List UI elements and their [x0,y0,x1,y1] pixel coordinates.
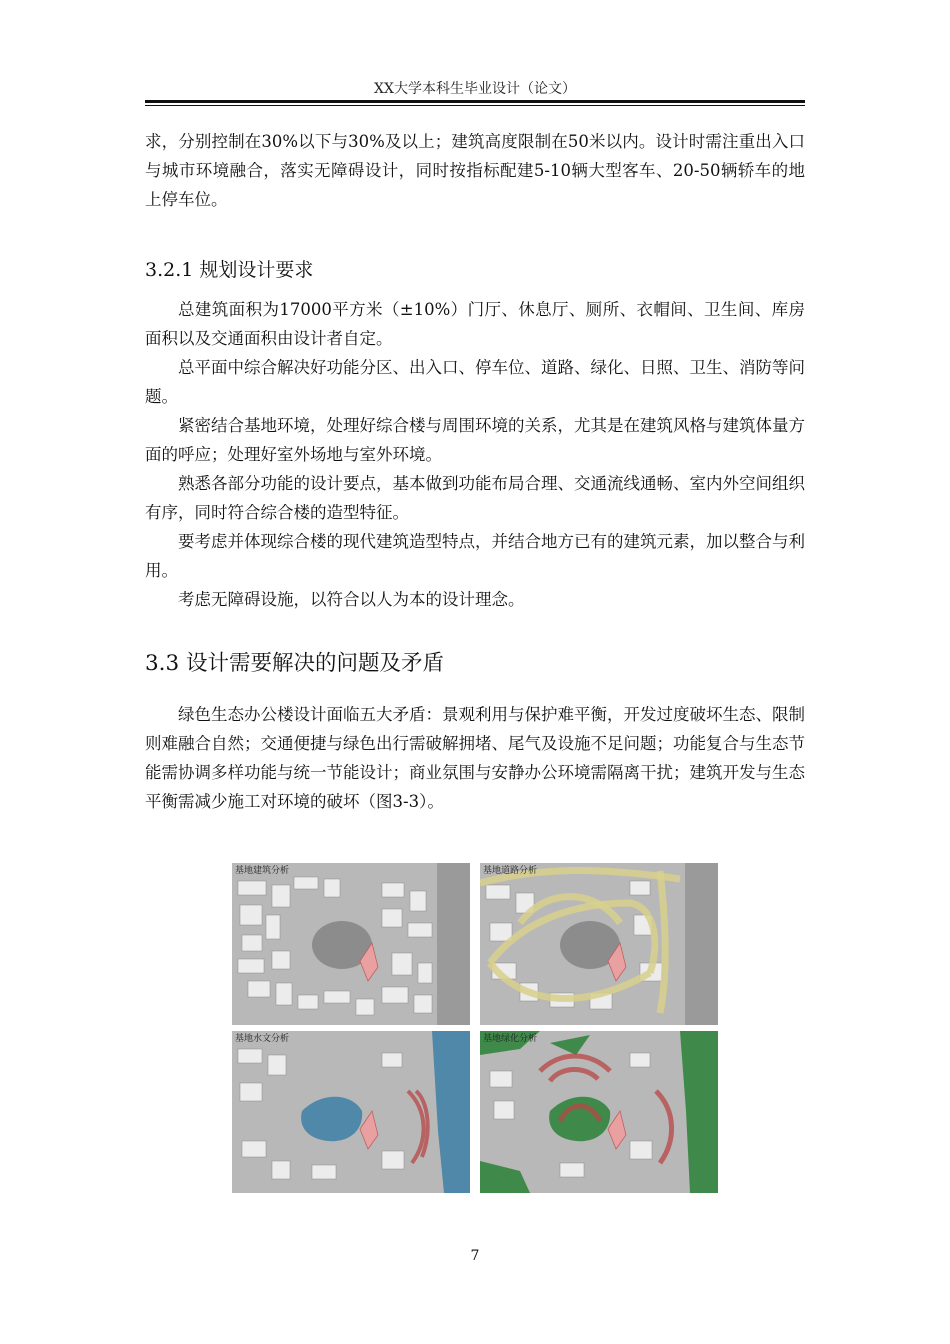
section-321-body [145,295,805,614]
figure-site-analysis [232,863,718,1193]
paragraph: 要考虑并体现综合楼的现代建筑造型特点，并结合地方已有的建筑元素，加以整合与利用。 [145,532,805,580]
panel-label: 基地建筑分析 [235,866,290,876]
panel-label: 基地绿化分析 [483,1034,538,1044]
header-rule-thin [145,105,805,106]
intro-paragraph: 求，分别控制在30%以下与30%及以上；建筑高度限制在50米以内。设计时需注重出入口与城市环境融合，落实无障碍设计，同时按指标配建5-10辆大型客车、20-50辆轿车的地上停车位。 [145,132,805,209]
map-building-image [232,863,470,1025]
page-header: XX大学本科生毕业设计（论文） [374,81,576,97]
section-heading-33: 3.3 设计需要解决的问题及矛盾 [145,651,445,676]
panel-building-analysis [232,863,470,1025]
paragraph: 总建筑面积为17000平方米（±10%）门厅、休息厅、厕所、衣帽间、卫生间、库房面积以及交通面积由设计者自定。 [145,300,805,348]
paragraph: 熟悉各部分功能的设计要点，基本做到功能布局合理、交通流线通畅、室内外空间组织有序，同时符合综合楼的造型特征。 [145,474,805,522]
page-number: 7 [470,1248,480,1264]
paragraph: 总平面中综合解决好功能分区、出入口、停车位、道路、绿化、日照、卫生、消防等问题。 [145,358,805,406]
section-heading-321: 3.2.1 规划设计要求 [145,259,314,281]
paragraph: 考虑无障碍设施，以符合以人为本的设计理念。 [178,590,525,609]
paragraph: 紧密结合基地环境，处理好综合楼与周围环境的关系，尤其是在建筑风格与建筑体量方面的呼应；处理好室外场地与室外环境。 [145,416,805,464]
panel-water-analysis [232,1031,470,1193]
panel-road-analysis [480,863,718,1025]
section-33-body [145,700,805,816]
paragraph: 绿色生态办公楼设计面临五大矛盾：景观利用与保护难平衡，开发过度破坏生态、限制则难融合自然；交通便捷与绿色出行需破解拥堵、尾气及设施不足问题；功能复合与生态节能需协调多样功能与统一节能设计；商业氛围与安静办公环境需隔离干扰；建筑开发与生态平衡需减少施工对环境的破坏（图3-3）。 [145,705,805,811]
map-water-image [232,1031,470,1193]
map-road-image [480,863,718,1025]
panel-green-analysis [480,1031,718,1193]
panel-label: 基地道路分析 [483,866,538,876]
panel-label: 基地水文分析 [235,1034,290,1044]
map-green-image [480,1031,718,1193]
intro-block [145,127,805,214]
header-rule-thick [145,100,805,103]
